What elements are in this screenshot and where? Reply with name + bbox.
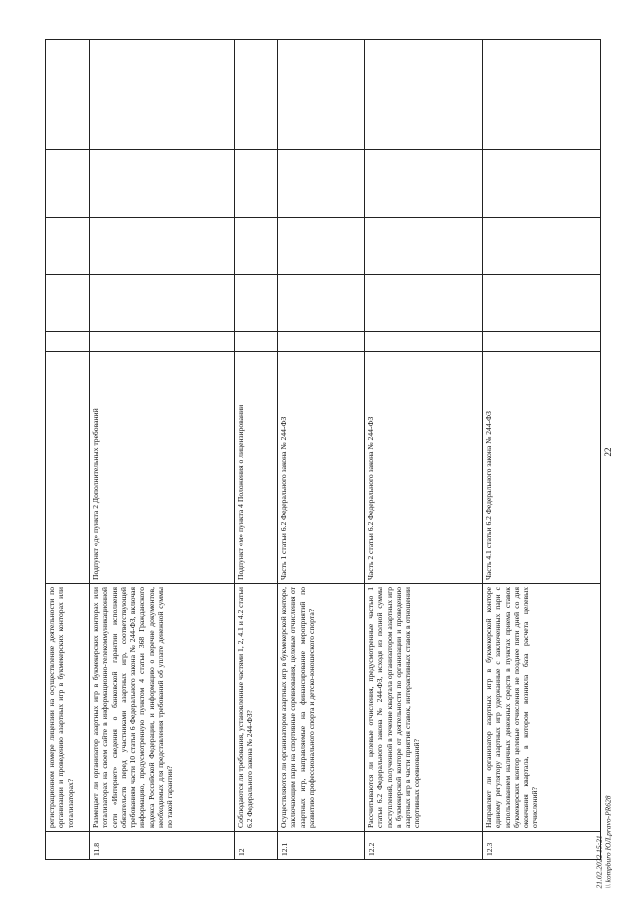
answer-cell [365,275,483,332]
answer-cell [483,332,601,352]
note-cell [483,40,601,150]
answer-cell [365,150,483,218]
answer-cell [235,150,278,218]
answer-cell [235,332,278,352]
note-cell [365,40,483,150]
table-row [483,40,601,860]
row-number: 12.2 [365,832,483,860]
answer-cell [90,332,235,352]
table-row [235,40,278,860]
note-cell [235,40,278,150]
answer-cell [235,275,278,332]
question-cell: регистрационном номере лицензии на осуществление деятельности по организации и проведению азартных игр в букмекерских конторах или тотализаторах? [46,584,90,832]
answer-cell [365,332,483,352]
reference-cell [46,352,90,584]
question-cell: Соблюдаются ли требования, установленные частями 1, 2, 4.1 и 4.2 статьи 6.2 Федерального закона № 244-ФЗ? [235,584,278,832]
answer-cell [483,275,601,332]
answer-cell [46,218,90,275]
row-number: 12 [235,832,278,860]
table-row [365,40,483,860]
table-row [90,40,235,860]
answer-cell [46,275,90,332]
answer-cell [278,332,365,352]
answer-cell [46,332,90,352]
reference-cell: Часть 4.1 статьи 6.2 Федерального закона № 244-ФЗ [483,352,601,584]
answer-cell [278,150,365,218]
answer-cell [278,218,365,275]
answer-cell [483,150,601,218]
answer-cell [483,218,601,275]
row-number [46,832,90,860]
reference-cell: Часть 2 статьи 6.2 Федерального закона № 244-ФЗ [365,352,483,584]
answer-cell [90,275,235,332]
page-number: 22 [603,447,613,457]
answer-cell [278,275,365,332]
question-cell: Рассчитываются ли целевые отчисления, предусмотренные частью 1 статьи 6.2 Федерального закона № 244-ФЗ, исходя из полной суммы поступлений, полученной в течение квартала организатором азартных игр в букмекерской конторе от деятельности по организации и проведению азартных игр в части приятия ставок, интерактивных ставок в отношении спортивных соревнований? [365,584,483,832]
table-row [46,40,90,860]
reference-cell: Подпункт «д» пункта 2 Дополнительных требований [90,352,235,584]
stamp-date: 21.02.2022 15:21 [594,835,604,889]
reference-cell: Подпункт «м» пункта 4 Положения о лицензировании [235,352,278,584]
answer-cell [90,218,235,275]
checklist-table-rotated [45,40,600,860]
row-number: 12.3 [483,832,601,860]
note-cell [46,40,90,150]
answer-cell [46,150,90,218]
question-cell: Размещает ли организатор азартных игр в букмекерских конторах или тотализаторах на своем сайте в информационно-телекоммуникационной сети «Интернет» сведения о банковской гарантии исполнения обязательств перед участниками азартных игр, соответствующей требованиям части 10 статьи 6 Федерального закона № 244-ФЗ, включая информацию, предусмотренную пунктом 4 статьи 368 Гражданского кодекса Российской Федерации, и информацию о перечне документов, необходимых для представления требований об уплате денежной суммы по такой гарантии? [90,584,235,832]
answer-cell [90,150,235,218]
stamp-path: \\ kompburo ЮЛ.pravo-PR628 [604,795,613,889]
question-cell: Направляет ли организатор азартных игр в букмекерской конторе единому регулятору азартных игр удержанные с заключенных пари с использованием наличных денежных средств в пунктах приема ставок букмекерских контор целевые отчисления не позднее пяти дней со дня окончания квартала, в котором возникла база расчета целевых отчислений? [483,584,601,832]
table-row [278,40,365,860]
checklist-table [45,39,601,860]
reference-cell: Часть 1 статьи 6.2 Федерального закона № 244-ФЗ [278,352,365,584]
answer-cell [365,218,483,275]
checklist-table-wrapper [45,40,600,860]
question-cell: Осуществляются ли организатором азартных игр в букмекерской конторе, заключающим пари на спортивные соревнования, целевые отчисления от азартных игр, направляемые на финансирование мероприятий по развитию профессионального спорта и детско-юношеского спорта? [278,584,365,832]
row-number: 11.8 [90,832,235,860]
answer-cell [235,218,278,275]
note-cell [90,40,235,150]
note-cell [278,40,365,150]
row-number: 12.1 [278,832,365,860]
